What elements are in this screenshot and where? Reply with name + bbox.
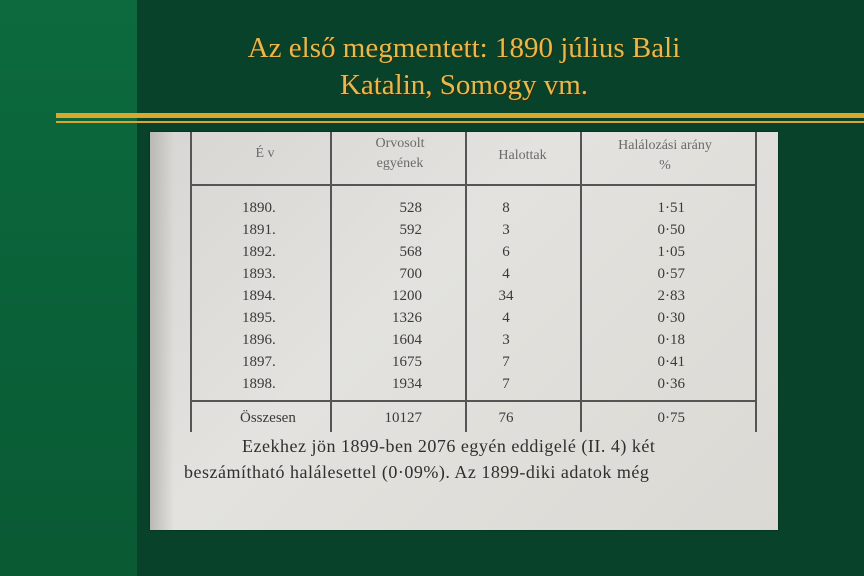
cell-treated: 700 [399, 266, 422, 282]
slide-title-line-2: Katalin, Somogy vm. [339, 69, 589, 101]
header-treated-line-1: Orvosolt [375, 136, 425, 151]
total-treated: 10127 [384, 410, 422, 426]
table-row [150, 288, 778, 310]
cell-rate: 0·36 [657, 376, 685, 392]
table-row [150, 200, 778, 222]
table-row [150, 222, 778, 244]
cell-rate: 1·05 [657, 244, 685, 260]
cell-deaths: 8 [502, 200, 510, 216]
header-rule [190, 184, 757, 186]
header-rate-line-1: Halálozási arány [618, 138, 712, 153]
footnote-line-1: Ezekhez jön 1899-ben 2076 egyén eddigelé (II. 4) két [242, 436, 656, 456]
cell-deaths: 4 [502, 310, 510, 326]
table-row [150, 332, 778, 354]
total-rate: 0·75 [657, 410, 685, 426]
cell-rate: 0·50 [657, 222, 685, 238]
cell-treated: 1200 [392, 288, 422, 304]
cell-year: 1894. [242, 288, 276, 304]
cell-treated: 528 [399, 200, 422, 216]
cell-year: 1895. [242, 310, 276, 326]
scanned-table-image [150, 132, 778, 530]
cell-year: 1892. [242, 244, 276, 260]
cell-treated: 1326 [392, 310, 422, 326]
total-label: Összesen [240, 410, 296, 426]
cell-year: 1893. [242, 266, 276, 282]
slide-title [137, 30, 791, 104]
table-row [150, 266, 778, 288]
cell-deaths: 3 [502, 222, 510, 238]
cell-deaths: 4 [502, 266, 510, 282]
cell-deaths: 6 [502, 244, 510, 260]
cell-rate: 0·18 [657, 332, 685, 348]
header-year: É v [255, 146, 275, 161]
cell-treated: 1934 [392, 376, 422, 392]
cell-rate: 2·83 [657, 288, 685, 304]
slide-title-line-1: Az első megmentett: 1890 július Bali [247, 32, 681, 64]
title-rule-thin [56, 121, 864, 123]
cell-rate: 1·51 [657, 200, 685, 216]
cell-rate: 0·57 [657, 266, 685, 282]
title-rule-thick [56, 113, 864, 118]
footnote-line-2: beszámítható halálesettel (0·09%). Az 1899-diki adatok még [184, 462, 650, 482]
table-row [150, 376, 778, 398]
header-treated-line-2: egyének [376, 156, 424, 171]
cell-year: 1891. [242, 222, 276, 238]
table-row [150, 244, 778, 266]
cell-rate: 0·41 [657, 354, 685, 370]
header-rate [585, 136, 745, 176]
table-row [150, 310, 778, 332]
cell-treated: 568 [399, 244, 422, 260]
slide-left-band [0, 0, 137, 576]
cell-treated: 592 [399, 222, 422, 238]
total-deaths: 76 [498, 410, 514, 426]
header-treated [345, 134, 455, 174]
cell-treated: 1675 [392, 354, 422, 370]
cell-deaths: 3 [502, 332, 510, 348]
total-rule [190, 400, 757, 402]
cell-year: 1898. [242, 376, 276, 392]
cell-treated: 1604 [392, 332, 422, 348]
table-row [150, 354, 778, 376]
cell-deaths: 7 [502, 376, 510, 392]
cell-year: 1890. [242, 200, 276, 216]
header-rate-line-2: % [659, 158, 671, 173]
header-deaths: Halottak [498, 148, 547, 163]
table-total-row [150, 410, 778, 432]
cell-deaths: 34 [498, 288, 514, 304]
cell-rate: 0·30 [657, 310, 685, 326]
cell-year: 1896. [242, 332, 276, 348]
cell-year: 1897. [242, 354, 276, 370]
cell-deaths: 7 [502, 354, 510, 370]
